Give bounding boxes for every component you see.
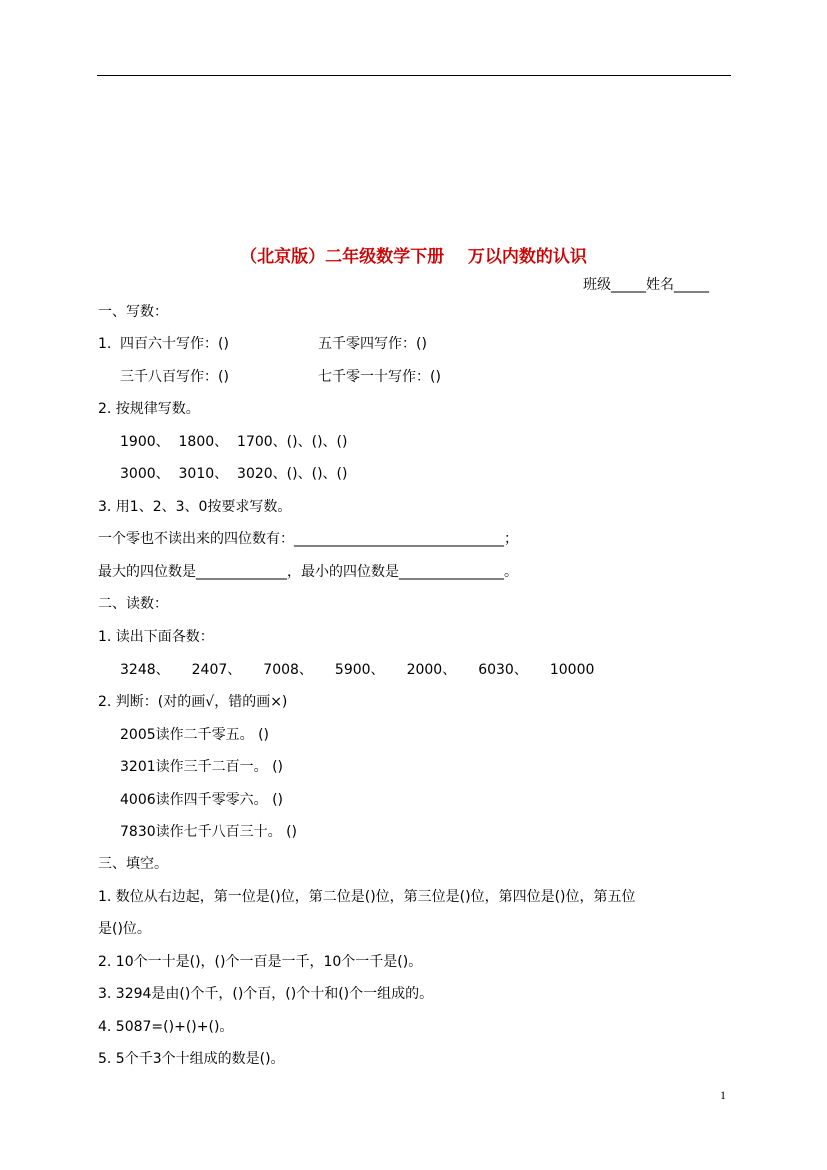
q1-item-4: 七千零一十写作：() [318, 369, 441, 385]
s3-q2: 2. 10个一十是()，()个一百是一千，10个一千是()。 [98, 954, 423, 970]
s3-q1-line2: 是()位。 [98, 921, 151, 937]
q2-text: 2. 按规律写数。 [98, 401, 200, 417]
s2-q1: 1. 读出下面各数： [98, 629, 214, 645]
judge-item-2: 3201读作三千二百一。 () [120, 759, 284, 775]
q3-line2: 最大的四位数是_____________，最小的四位数是_______________。 [98, 564, 518, 580]
q2-row2: 3000、 3010、 3020、()、()、() [120, 466, 348, 482]
q1-label: 1. [98, 336, 112, 352]
number-item: 5900、 [334, 662, 385, 678]
number-item: 10000 [549, 662, 595, 678]
s2-q2: 2. 判断：(对的画√，错的画×) [98, 694, 288, 710]
judge-item-4: 7830读作七千八百三十。 () [120, 824, 298, 840]
s3-q4: 4. 5087=()+()+()。 [98, 1019, 234, 1035]
q1-item-3: 三千八百写作：() [120, 369, 229, 385]
number-item: 2000、 [406, 662, 457, 678]
section3-heading: 三、填空。 [98, 856, 168, 872]
judge-item-1: 2005读作二千零五。 () [120, 727, 270, 743]
s3-q1-line1: 1. 数位从右边起，第一位是()位，第二位是()位，第三位是()位，第四位是()位，第五位 [98, 889, 636, 905]
s3-q5: 5. 5个千3个十组成的数是()。 [98, 1051, 285, 1067]
number-item: 7008、 [263, 662, 313, 678]
page-title: （北京版）二年级数学下册 万以内数的认识 [240, 247, 587, 267]
q2-row1: 1900、 1800、 1700、()、()、() [120, 434, 348, 450]
section2-heading: 二、读数： [98, 596, 168, 612]
page-number: 1 [720, 1088, 726, 1102]
number-item: 2407、 [191, 662, 242, 678]
s3-q3: 3. 3294是由()个千，()个百，()个十和()个一组成的。 [98, 986, 434, 1002]
q3-text: 3. 用1、2、3、0按要求写数。 [98, 499, 292, 515]
judge-item-3: 4006读作四千零零六。 () [120, 792, 284, 808]
section1-heading: 一、写数： [98, 304, 168, 320]
class-name-line: 班级_____姓名_____ [583, 277, 709, 293]
q1-item-2: 五千零四写作：() [318, 336, 427, 352]
header-rule [97, 75, 731, 76]
q1-item-1: 四百六十写作：() [120, 336, 229, 352]
q3-line1: 一个零也不读出来的四位数有：______________________________； [98, 531, 518, 547]
number-list [120, 660, 616, 680]
number-item: 6030、 [478, 662, 528, 678]
number-item: 3248、 [120, 662, 170, 678]
